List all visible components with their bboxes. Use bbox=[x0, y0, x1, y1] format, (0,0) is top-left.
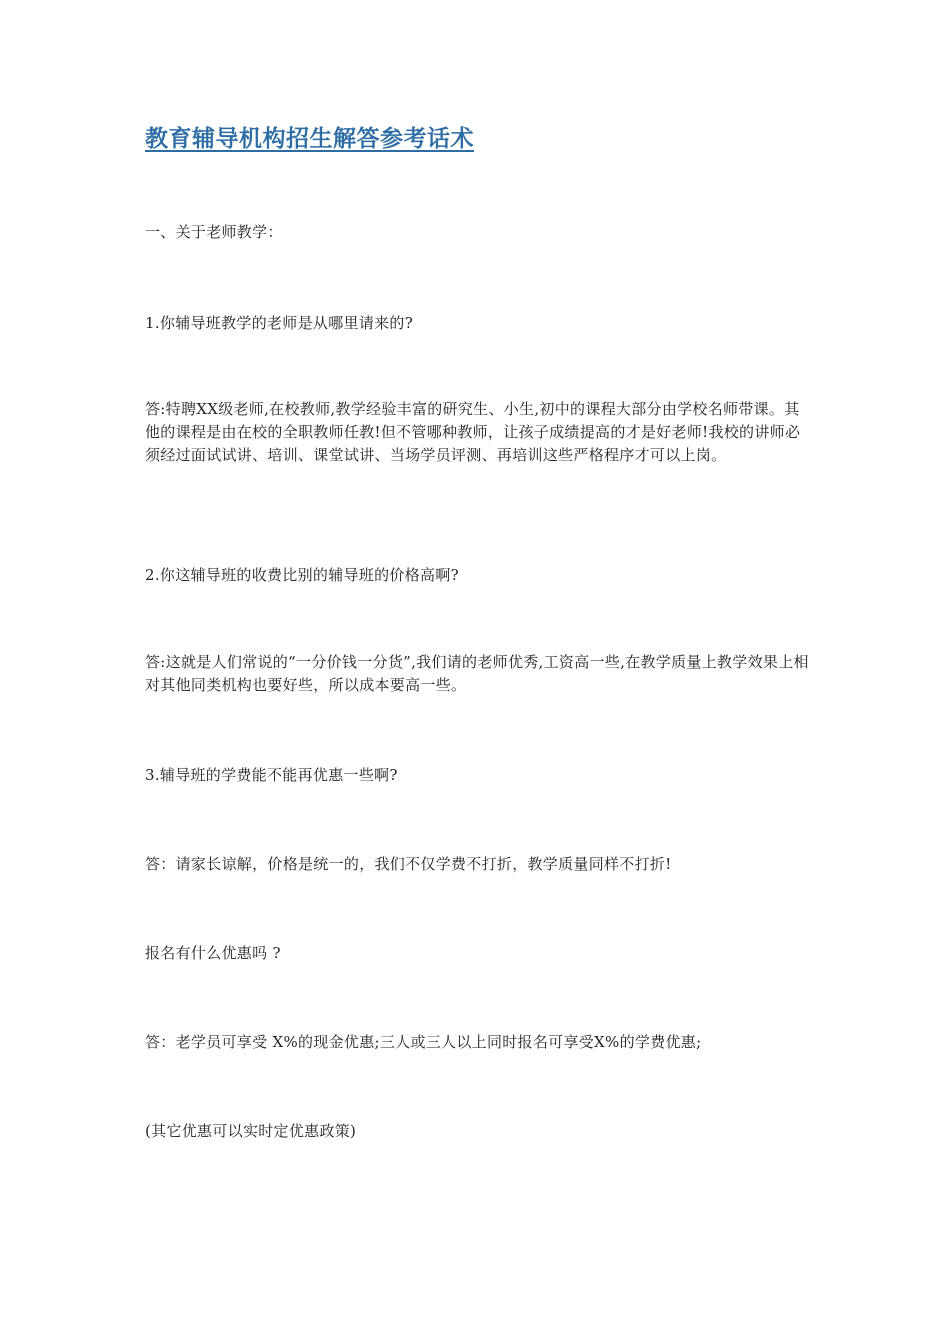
document-title-link[interactable]: 教育辅导机构招生解答参考话术 bbox=[145, 125, 474, 152]
answer-2: 答:这就是人们常说的“一分价钱一分货”,我们请的老师优秀,工资高一些,在教学质量上教学效果上相对其他同类机构也要好些，所以成本要高一些。 bbox=[145, 653, 809, 694]
question-1: 1.你辅导班教学的老师是从哪里请来的? bbox=[145, 314, 414, 332]
section-heading: 一、关于老师教学： bbox=[145, 223, 283, 241]
answer-3: 答：请家长谅解，价格是统一的，我们不仅学费不打折，教学质量同样不打折! bbox=[145, 855, 672, 873]
question-discount: 报名有什么优惠吗 ? bbox=[145, 944, 281, 962]
answer-discount: 答：老学员可享受 X%的现金优惠;三人或三人以上同时报名可享受X%的学费优惠; bbox=[145, 1033, 702, 1051]
question-3: 3.辅导班的学费能不能再优惠一些啊? bbox=[145, 766, 398, 784]
answer-1: 答:特聘XX级老师,在校教师,教学经验丰富的研究生、小生,初中的课程大部分由学校名师带课。其他的课程是由在校的全职教师任教!但不管哪种教师，让孩子成绩提高的才是好老师!我校的讲师必须经过面试试讲、培训、课堂试讲、当场学员评测、再培训这些严格程序才可以上岗。 bbox=[145, 400, 801, 464]
discount-note: (其它优惠可以实时定优惠政策) bbox=[145, 1122, 357, 1140]
question-2: 2.你这辅导班的收费比别的辅导班的价格高啊? bbox=[145, 566, 459, 584]
